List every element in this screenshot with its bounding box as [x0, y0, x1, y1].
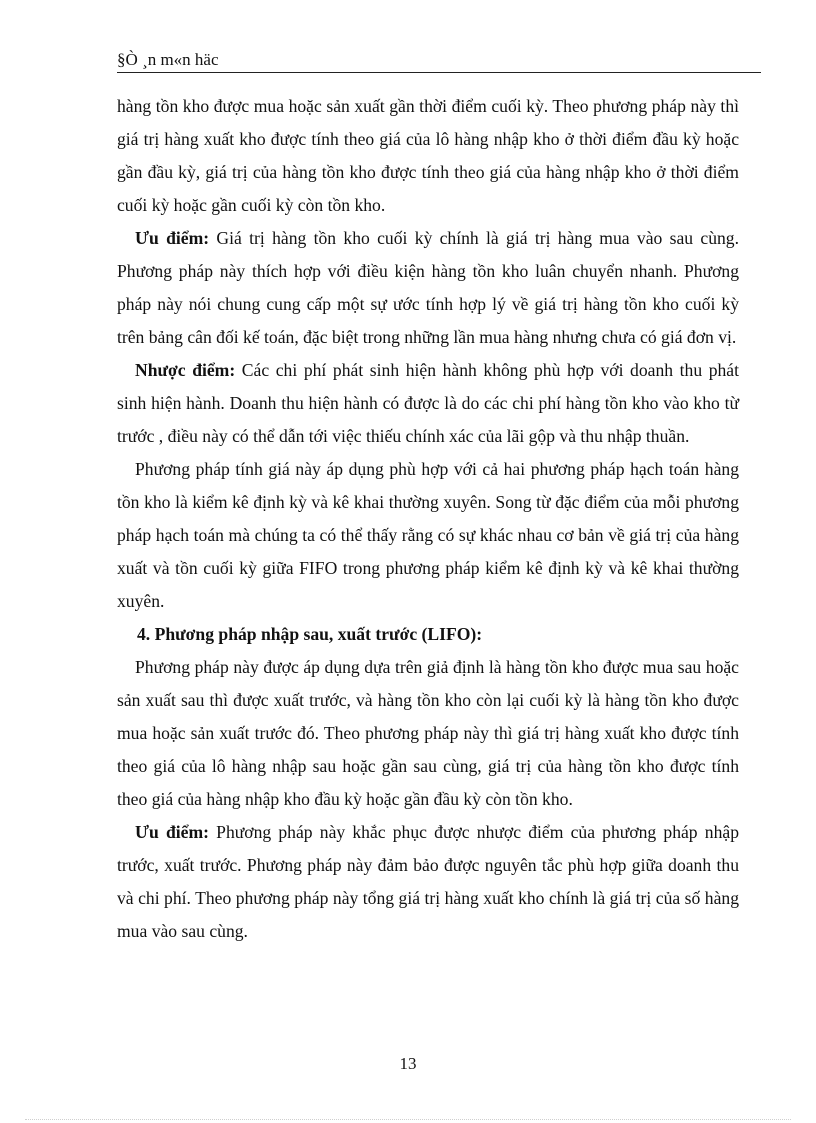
paragraph-fifo-application: Phương pháp tính giá này áp dụng phù hợp với cả hai phương pháp hạch toán hàng tồn kho là kiểm kê định kỳ và kê khai thường xuyên. Song từ đặc điểm của mỗi phương pháp hạch toán mà chúng ta có thể thấy rằng có sự khác nhau cơ bản về giá trị của hàng xuất và tồn cuối kỳ giữa FIFO trong phương pháp kiểm kê định kỳ và kê khai thường xuyên. [117, 459, 739, 611]
lifo-advantages-label: Ưu điểm: [135, 822, 209, 842]
disadvantages-text: Các chi phí phát sinh hiện hành không phù hợp với doanh thu phát sinh hiện hành. Doanh thu hiện hành có được là do các chi phí hàng tồn kho vào kho từ trước , điều này có thể dẫn tới việc thiếu chính xác của lãi gộp và thu nhập thuần. [117, 360, 740, 446]
paragraph-fifo-continuation: hàng tồn kho được mua hoặc sản xuất gần thời điểm cuối kỳ. Theo phương pháp này thì giá trị hàng xuất kho được tính theo giá của lô hàng nhập kho ở thời điểm đầu kỳ hoặc gần đầu kỳ, giá trị của hàng tồn kho được tính theo giá của hàng nhập kho ở thời điểm cuối kỳ hoặc gần cuối kỳ còn tồn kho. [117, 96, 739, 215]
bottom-divider [25, 1119, 791, 1120]
paragraph-lifo-advantages [117, 816, 739, 948]
header-title: §Ò ¸n m«n häc [117, 50, 219, 69]
lifo-advantages-text: Phương pháp này khắc phục được nhược điểm của phương pháp nhập trước, xuất trước. Phương pháp này đảm bảo được nguyên tắc phù hợp giữa doanh thu và chi phí. Theo phương pháp này tổng giá trị hàng xuất kho chính là giá trị của số hàng mua vào sau cùng. [117, 822, 739, 941]
page-number: 13 [399, 1054, 417, 1073]
paragraph-fifo-disadvantages [117, 354, 739, 453]
paragraph-lifo-definition: Phương pháp này được áp dụng dựa trên giả định là hàng tồn kho được mua sau hoặc sản xuất sau thì được xuất trước, và hàng tồn kho còn lại cuối kỳ là hàng tồn kho được mua hoặc sản xuất trước đó. Theo phương pháp này thì giá trị hàng xuất kho được tính theo giá của lô hàng nhập sau hoặc gần sau cùng, giá trị của hàng tồn kho được tính theo giá của hàng nhập kho đầu kỳ hoặc gần đầu kỳ còn tồn kho. [117, 657, 739, 809]
page-body [117, 90, 739, 948]
page-header [117, 50, 761, 73]
section-heading-lifo: 4. Phương pháp nhập sau, xuất trước (LIFO): [137, 624, 483, 644]
paragraph-fifo-advantages [117, 222, 739, 354]
disadvantages-label: Nhược điểm: [135, 360, 236, 380]
advantages-text: Giá trị hàng tồn kho cuối kỳ chính là giá trị hàng mua vào sau cùng. Phương pháp này thích hợp với điều kiện hàng tồn kho luân chuyển nhanh. Phương pháp này nói chung cung cấp một sự ước tính hợp lý về giá trị hàng tồn kho cuối kỳ trên bảng cân đối kế toán, đặc biệt trong những lần mua hàng nhưng chưa có giá đơn vị. [117, 228, 739, 347]
advantages-label: Ưu điểm: [135, 228, 210, 248]
